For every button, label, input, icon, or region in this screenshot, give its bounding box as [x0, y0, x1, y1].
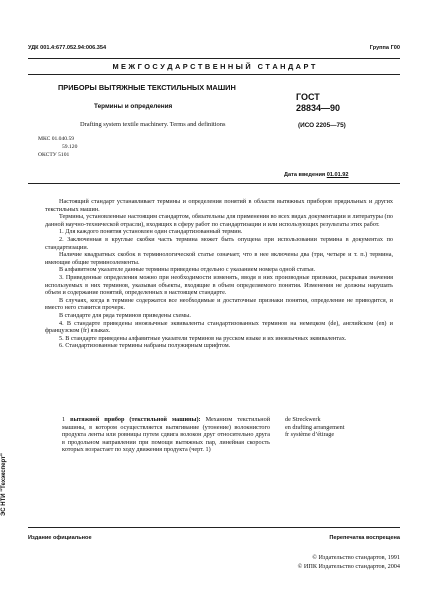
paragraph: 4. В стандарте приведены иноязычные эквиваленты стандартизованных терминов на немецком (de), английском (en) и французском (fr) языках. — [45, 319, 393, 335]
paragraph: 1. Для каждого понятия установлен один стандартизованный термин. — [59, 228, 243, 236]
paragraph: Настоящий стандарт устанавливает термины и определения понятий в области вытяжных приборов прядильных и других текстильных машин. — [45, 198, 393, 213]
term-equivalents — [285, 416, 344, 439]
footer-rule — [28, 527, 400, 528]
classifier-mks-2: 59.120 — [62, 144, 78, 150]
copyright-1991: © Издательство стандартов, 1991 — [312, 554, 400, 561]
term-entry — [62, 416, 270, 454]
standard-number: 28834—90 — [296, 103, 341, 113]
body-text — [45, 198, 393, 350]
official-edition: Издание официальное — [28, 535, 92, 541]
paragraph: 3. Приведенные определения можно при необходимости изменять, вводя в них производные признаки, раскрывая значения используемых в них терминов, указывая объекты, входящие в объем определяемого понятия. Изменения не должны нарушать объем и содержание понятий, определенных в настоящем стандарте. — [45, 273, 393, 297]
paragraph: Термины, установленные настоящим стандартом, обязательны для применения во всех видах документации и литературы (по данной научно-технической отрасли), входящих в сферу работ по стандартизации и или использующих результаты этих работ. — [45, 213, 393, 228]
date-rule — [28, 183, 400, 184]
side-stamp: ЭС НТИ "Техэксперт" — [1, 453, 7, 516]
paragraph: 5. В стандарте приведены алфавитные указатели терминов на русском языке и их иноязычных эквивалентах. — [59, 334, 347, 342]
banner-rule — [28, 74, 400, 75]
intro-date-label: Дата введения — [284, 172, 326, 178]
classifier-okstu: ОКСТУ 5101 — [38, 152, 70, 158]
top-rule — [28, 58, 400, 59]
paragraph: В случаях, когда в термине содержатся все необходимые и достаточные признаки понятия, определение не приводится, и вместо него ставится прочерк. — [45, 296, 393, 312]
term-name: вытяжной прибор (текстильной машины): — [70, 416, 201, 423]
reprint-notice: Перепечатка воспрещена — [329, 535, 400, 541]
standard-name: ГОСТ — [296, 92, 320, 102]
equivalent-de: de Streckwerk — [285, 416, 321, 423]
term-definition: Механизм текстильной машины, в котором осуществляется вытягивание (утонение) волокнистого продукта ленты или ровницы путем сдвига волокон друг относительно друга в продольном направлении при помощи вытяжных пар, линейная скорость которых возрастает по ходу движения продукта (черт. 1) — [62, 416, 271, 454]
english-title: Drafting system textile machinery. Terms and definitions — [80, 121, 226, 128]
interstate-standard-banner: М Е Ж Г О С У Д А Р С Т В Е Н Н Ы Й С Т А Н Д А Р Т — [112, 62, 316, 71]
udc-code: УДК 001.4:677.052.94:006.354 — [28, 45, 107, 51]
intro-date-value: 01.01.92 — [326, 172, 349, 178]
paragraph: 2. Заключенная в круглые скобки часть термина может быть опущена при использовании термина в документах по стандартизации. — [45, 235, 393, 251]
group-code: Группа Г00 — [369, 45, 400, 51]
paragraph: 6. Стандартизованные термины набраны полужирным шрифтом. — [59, 342, 231, 350]
document-subtitle: Термины и определения — [94, 103, 173, 110]
equivalent-en: en drafting arrangement — [285, 423, 345, 431]
equivalent-fr: fr système d’étirage — [285, 431, 335, 439]
paragraph: В алфавитном указателе данные термины приведены отдельно с указанием номера одной статьи. — [59, 266, 316, 274]
term-number: 1 — [62, 416, 66, 423]
paragraph: Наличие квадратных скобок в терминологической статье означает, что в нее включены два (три, четыре и т. п.) термина, имеющие общие терминоэлементы. — [45, 251, 393, 266]
paragraph: В стандарте для ряда терминов приведены схемы. — [59, 311, 191, 319]
copyright-2004: © ИПК Издательство стандартов, 2004 — [297, 563, 400, 570]
iso-equivalent: (ИСО 2205—75) — [298, 122, 346, 129]
document-title: ПРИБОРЫ ВЫТЯЖНЫЕ ТЕКСТИЛЬНЫХ МАШИН — [58, 83, 236, 92]
classifier-mks: МКС 01.040.59 — [38, 136, 75, 142]
intro-date — [284, 172, 349, 179]
